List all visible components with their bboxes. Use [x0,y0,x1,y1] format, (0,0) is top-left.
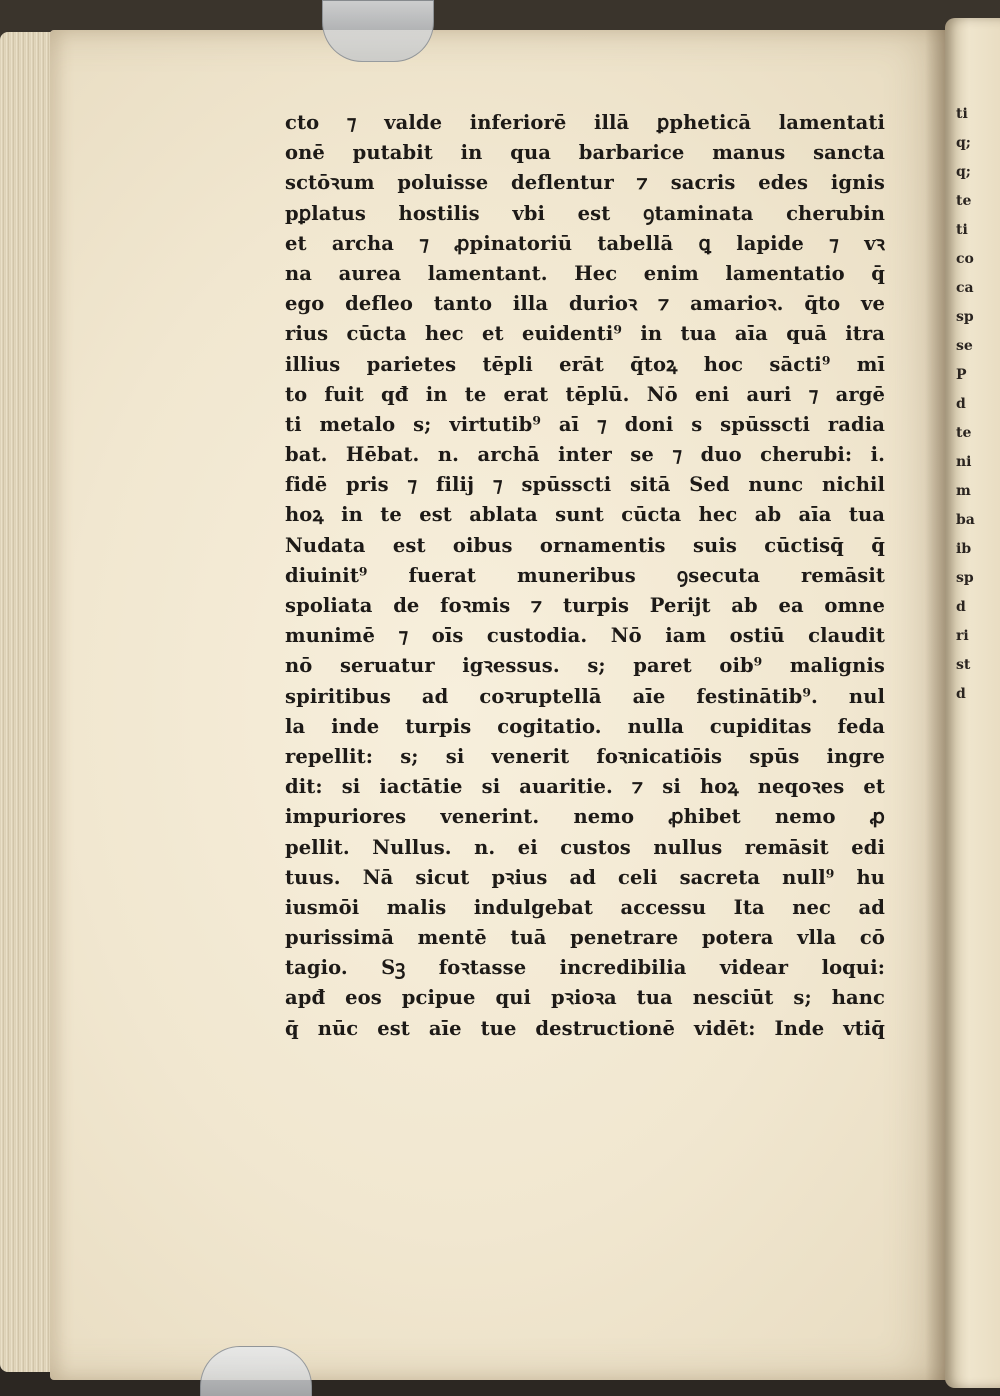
text-line: onē putabit in qua barbarice manus sancta [285,141,885,165]
facing-page-fragment: ba [956,512,975,528]
facing-page-text [956,100,1000,709]
facing-page-fragment: ti [956,106,968,122]
text-line: dit: si iactātie si auaritie. ⁊ si hoꝝ neqoꝛes et [285,775,885,799]
page-weight-top [322,0,434,62]
text-line: cto ⁊ valde inferiorē illā ꝑpheticā lamentati [285,111,885,134]
text-line: nō seruatur igꝛessus. s; paret oib⁹ malignis [285,654,885,678]
facing-page-fragment: ti [956,222,968,238]
text-line: hoꝝ in te est ablata sunt cūcta hec ab aīa tua [285,503,885,527]
text-line: tagio. Sꝫ foꝛtasse incredibilia videar loqui: [285,956,885,980]
text-line: pellit. Nullus. n. ei custos nullus remāsit edi [285,835,885,859]
facing-page-fragment: P [956,367,967,383]
facing-page-fragment: d [956,599,966,615]
facing-page-fragment: ca [956,280,974,296]
page-weight-bottom [200,1346,312,1396]
facing-page-fragment: q; [956,164,971,180]
text-block [285,108,885,1044]
facing-page-fragment: st [956,657,971,673]
text-line: rius cūcta hec et euidenti⁹ in tua aīa quā itra [285,322,885,346]
facing-page-fragment: q; [956,135,971,151]
text-line: repellit: s; si venerit foꝛnicatiōis spūs ingre [285,744,885,768]
text-line: spiritibus ad coꝛruptellā aīe festinātib⁹. nul [285,684,885,708]
facing-page-fragment: ni [956,454,972,470]
text-line: apđ eos pcipue qui pꝛioꝛa tua nesciūt s; hanc [285,986,885,1010]
facing-page-fragment: se [956,338,973,354]
text-line: na aurea lamentant. Hec enim lamentatio q̄ [285,261,885,285]
facing-page-fragment: sp [956,570,974,586]
text-line: fidē pris ⁊ filij ⁊ spūsscti sitā Sed nunc nichil [285,473,885,497]
text-line: tuus. Nā sicut pꝛius ad celi sacreta null⁹ hu [285,865,885,889]
text-line: sctōꝛum poluisse deflentur ⁊ sacris edes ignis [285,171,885,195]
text-line: purissimā mentē tuā penetrare potera vlla cō [285,926,885,950]
text-line: impuriores venerint. nemo ꝓhibet nemo ꝓ [285,805,885,829]
facing-page-fragment: d [956,396,966,412]
facing-page-fragment: sp [956,309,974,325]
text-line: la inde turpis cogitatio. nulla cupiditas feda [285,714,885,738]
text-line: iusmōi malis indulgebat accessu Ita nec ad [285,895,885,919]
facing-page-fragment: d [956,686,966,702]
text-line: spoliata de foꝛmis ⁊ turpis Perijt ab ea omne [285,594,885,617]
text-line: Nudata est oibus ornamentis suis cūctisq̄ q̄ [285,533,885,557]
text-line: diuinit⁹ fuerat muneribus ꝯsecuta remāsit [285,563,885,587]
text-line: illius parietes tēpli erāt q̄toꝝ hoc sācti⁹ mī [285,352,885,376]
text-line: to fuit qđ in te erat tēplū. Nō eni auri ⁊ argē [285,382,885,406]
facing-page-fragment: ri [956,628,969,644]
text-line: ti metalo s; virtutib⁹ aī ⁊ doni s spūsscti radia [285,412,885,436]
facing-page-fragment: co [956,251,974,267]
facing-page-fragment: m [956,483,971,499]
text-line: munimē ⁊ oīs custodia. Nō iam ostiū claudit [285,624,885,648]
text-line: et archa ⁊ ꝓpinatoriū tabellā ꝗ lapide ⁊ vꝛ [285,231,885,255]
facing-page-fragment: te [956,425,972,441]
text-line: pꝑlatus hostilis vbi est ꝯtaminata cherubin [285,201,885,225]
facing-page-fragment: te [956,193,972,209]
text-line: q̄ nūc est aīe tue destructionē vidēt: Inde vtiq̄ [285,1016,885,1040]
text-line: ego defleo tanto illa durioꝛ ⁊ amarioꝛ. q̄to ve [285,292,885,316]
facing-page-fragment: ib [956,541,972,557]
text-line: bat. Hēbat. n. archā inter se ⁊ duo cherubi: i. [285,443,885,467]
